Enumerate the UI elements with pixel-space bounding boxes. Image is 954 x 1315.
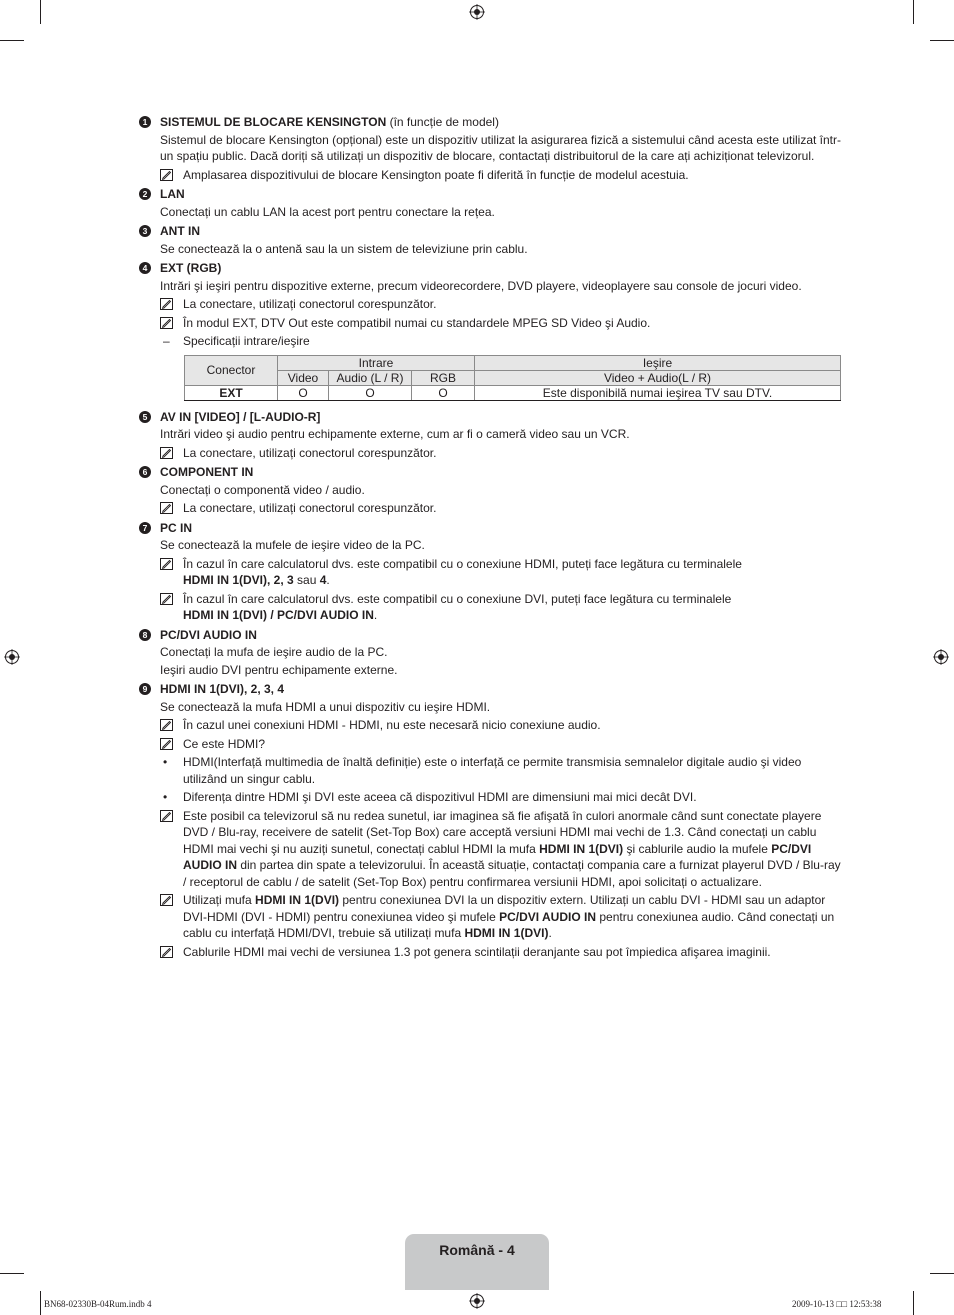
table-header-cell: Ieşire bbox=[475, 355, 841, 370]
bullet-text: Diferența dintre HDMI şi DVI este aceea că dispozitivul HDMI are dimensiuni mai mici decât DVI. bbox=[183, 790, 697, 804]
dash-marker: – bbox=[163, 334, 170, 348]
section-title: SISTEMUL DE BLOCARE KENSINGTON bbox=[160, 115, 387, 129]
note-text: Cablurile HDMI mai vechi de versiunea 1.3 pot genera scintilații deranjante sau pot împiedica afişarea imaginii. bbox=[183, 944, 771, 959]
section-heading bbox=[139, 186, 841, 203]
note-text: În cazul unei conexiuni HDMI - HDMI, nu este necesară nicio conexiune audio. bbox=[183, 718, 601, 732]
section-heading bbox=[139, 223, 841, 240]
table-cell: O bbox=[278, 385, 329, 400]
crop-mark bbox=[0, 1273, 24, 1274]
note-icon bbox=[160, 169, 173, 181]
note-text: La conectare, utilizați conectorul corespunzător. bbox=[183, 445, 437, 460]
section-kensington bbox=[139, 114, 841, 183]
crop-mark bbox=[40, 0, 41, 24]
bullet-marker: • bbox=[163, 755, 168, 769]
crop-mark bbox=[930, 1273, 954, 1274]
note bbox=[139, 591, 841, 624]
table-cell: O bbox=[412, 385, 475, 400]
note-text: pentru conexiunea DVI la un dispozitiv extern. Utilizați un cablu DVI - HDMI sau un adaptor DVI-HDMI (DVI - HDMI) pentru conexiunea video şi mufele bbox=[183, 893, 826, 924]
registration-mark-icon bbox=[469, 1293, 485, 1309]
section-title: EXT (RGB) bbox=[160, 261, 222, 275]
section-pc-dvi-audio-in bbox=[139, 627, 841, 679]
bullet-text: HDMI(Interfață multimedia de înaltă definiție) este o interfață ce permite transmisia semnalelor digitale audio şi video utilizând un singur cablu. bbox=[183, 755, 802, 786]
section-text: Se conectează la o antenă sau la un sistem de televiziune prin cablu. bbox=[160, 241, 528, 256]
note-text: În modul EXT, DTV Out este compatibil numai cu standardele MPEG SD Video şi Audio. bbox=[183, 315, 651, 330]
note-text: . bbox=[548, 926, 552, 940]
note-icon bbox=[160, 298, 173, 310]
number-badge: 5 bbox=[139, 411, 151, 423]
manual-content bbox=[139, 111, 841, 960]
dash-item bbox=[139, 333, 841, 350]
table-subheader-row bbox=[185, 370, 841, 385]
page-number-tab bbox=[405, 1234, 549, 1290]
note-text: Amplasarea dispozitivului de blocare Kensington poate fi diferită în funcție de modelul acestuia. bbox=[183, 167, 689, 182]
note-bold: PC/DVI AUDIO IN bbox=[183, 841, 812, 872]
section-text: Conectați o componentă video / audio. bbox=[160, 482, 365, 497]
note-icon bbox=[160, 719, 173, 731]
note bbox=[139, 808, 841, 891]
number-badge: 1 bbox=[139, 116, 151, 128]
section-text: Conectați la mufa de ieşire audio de la PC. bbox=[160, 645, 388, 659]
section-text: Ieşiri audio DVI pentru echipamente externe. bbox=[160, 662, 398, 677]
note-text: şi cablurile audio la mufele bbox=[623, 841, 772, 856]
section-heading bbox=[139, 681, 841, 698]
note-icon bbox=[160, 894, 173, 906]
note bbox=[139, 167, 841, 184]
table-header-cell: Intrare bbox=[278, 355, 475, 370]
section-text: Se conectează la mufa HDMI a unui dispozitiv cu ieşire HDMI. bbox=[160, 699, 491, 714]
number-badge: 4 bbox=[139, 262, 151, 274]
registration-mark-icon bbox=[469, 4, 485, 20]
number-badge: 3 bbox=[139, 225, 151, 237]
note-bold: 4 bbox=[319, 573, 327, 587]
registration-mark-icon bbox=[933, 649, 949, 665]
section-pc-in bbox=[139, 520, 841, 624]
note-text: . bbox=[373, 608, 378, 622]
note-icon bbox=[160, 738, 173, 750]
page-number: Română - 4 bbox=[439, 1242, 515, 1258]
section-lan bbox=[139, 186, 841, 220]
section-title: COMPONENT IN bbox=[160, 465, 254, 479]
section-text: Sistemul de blocare Kensington (opțional) este un dispozitiv utilizat la asigurarea fizică a sistemului când acesta este utilizat într-un spațiu public. Dacă doriți să utilizați un dispozitiv de blocare, contactați distribuitorul de la care ați achiziționat televizorul. bbox=[160, 132, 842, 163]
number-badge: 2 bbox=[139, 188, 151, 200]
note-text: În cazul în care calculatorul dvs. este compatibil cu o conexiune DVI, puteți face legătura cu terminalele bbox=[183, 591, 732, 606]
note-text: Este posibil ca televizorul să nu redea sunetul, iar imaginea să fie afişată în culori anormale când sunt conectate playere DVD / Blu-ray, receivere de satelit (Set-Top Box) care acceptă versiuni HDMI mai vechi de 1.3. Când conectați un cablu HDMI mai vechi şi nu auziți sunetul, conectați cablul HDMI la mufa bbox=[183, 808, 822, 856]
section-hdmi-in bbox=[139, 681, 841, 960]
number-badge: 7 bbox=[139, 522, 151, 534]
table-header-cell: Video + Audio(L / R) bbox=[475, 370, 841, 385]
note bbox=[139, 556, 841, 589]
number-badge: 8 bbox=[139, 629, 151, 641]
number-badge: 9 bbox=[139, 683, 151, 695]
crop-mark bbox=[930, 40, 954, 41]
note bbox=[139, 892, 841, 942]
note-icon bbox=[160, 317, 173, 329]
io-spec-table bbox=[184, 355, 841, 401]
section-component-in bbox=[139, 464, 841, 517]
note-icon bbox=[160, 502, 173, 514]
note-text: În cazul în care calculatorul dvs. este compatibil cu o conexiune HDMI, puteți face legătura cu terminalele bbox=[183, 556, 742, 571]
note-icon bbox=[160, 946, 173, 958]
note-icon bbox=[160, 593, 173, 605]
note-icon bbox=[160, 447, 173, 459]
note-bold: HDMI IN 1(DVI), 2, 3 bbox=[183, 573, 294, 587]
section-ant-in bbox=[139, 223, 841, 257]
note-text: sau bbox=[293, 573, 320, 587]
note bbox=[139, 736, 841, 753]
note-text: La conectare, utilizați conectorul corespunzător. bbox=[183, 297, 437, 311]
section-title-suffix: (în funcție de model) bbox=[386, 115, 499, 129]
note-bold: HDMI IN 1(DVI) bbox=[464, 926, 549, 940]
crop-mark bbox=[40, 1291, 41, 1315]
section-text: Intrări şi ieşiri pentru dispozitive externe, precum videorecordere, DVD playere, videoplayere sau console de jocuri video. bbox=[160, 278, 802, 293]
section-ext-rgb bbox=[139, 260, 841, 401]
registration-mark-icon bbox=[4, 649, 20, 665]
bullet-marker: • bbox=[163, 790, 168, 804]
section-text: Se conectează la mufele de ieşire video de la PC. bbox=[160, 538, 425, 552]
note bbox=[139, 445, 841, 462]
table-header-cell: RGB bbox=[412, 370, 475, 385]
note-bold: HDMI IN 1(DVI) / PC/DVI AUDIO IN bbox=[183, 608, 374, 622]
section-heading bbox=[139, 260, 841, 277]
section-heading bbox=[139, 520, 841, 537]
note bbox=[139, 296, 841, 313]
number-badge: 6 bbox=[139, 466, 151, 478]
note bbox=[139, 944, 841, 961]
section-title: PC/DVI AUDIO IN bbox=[160, 627, 257, 642]
section-heading bbox=[139, 114, 841, 131]
note-text: pentru conexiunea audio. Când conectați un cablu cu interfață HDMI/DVI, trebuie să utilizați mufa bbox=[183, 909, 835, 940]
section-title: ANT IN bbox=[160, 224, 200, 238]
note bbox=[139, 500, 841, 517]
note bbox=[139, 315, 841, 332]
section-av-in bbox=[139, 409, 841, 462]
section-title: LAN bbox=[160, 187, 185, 201]
table-row bbox=[185, 385, 841, 400]
note-bold: HDMI IN 1(DVI) bbox=[255, 893, 340, 907]
crop-mark bbox=[913, 0, 914, 24]
crop-mark bbox=[913, 1291, 914, 1315]
table-header-row bbox=[185, 355, 841, 370]
table-cell: O bbox=[329, 385, 412, 400]
crop-mark bbox=[0, 40, 24, 41]
note-text: La conectare, utilizați conectorul corespunzător. bbox=[183, 501, 437, 515]
note-text: Utilizați mufa bbox=[183, 893, 256, 907]
section-title: AV IN [VIDEO] / [L-AUDIO-R] bbox=[160, 409, 321, 424]
print-file-name: BN68-02330B-04Rum.indb 4 bbox=[44, 1299, 152, 1309]
note-bold: HDMI IN 1(DVI) bbox=[539, 841, 624, 856]
section-text: Conectați un cablu LAN la acest port pentru conectare la rețea. bbox=[160, 204, 495, 219]
bullet-item bbox=[139, 789, 841, 806]
note bbox=[139, 717, 841, 734]
table-cell: EXT bbox=[185, 385, 278, 400]
bullet-item bbox=[139, 754, 841, 787]
section-heading bbox=[139, 464, 841, 481]
table-header-cell: Conector bbox=[185, 355, 278, 385]
section-heading bbox=[139, 627, 841, 644]
note-text: Ce este HDMI? bbox=[183, 736, 266, 751]
section-heading bbox=[139, 409, 841, 426]
section-title: HDMI IN 1(DVI), 2, 3, 4 bbox=[160, 682, 285, 696]
dash-text: Specificații intrare/ieşire bbox=[183, 334, 310, 348]
note-text: din partea din spate a televizorului. În această situație, contactați compania care a furnizat playerul DVD / Blu-ray / receptorul de cablu / de satelit (Set-Top Box) pentru confirmarea versiunii HDMI, apoi solicitați o actualizare. bbox=[183, 858, 841, 889]
table-header-cell: Video bbox=[278, 370, 329, 385]
section-title: PC IN bbox=[160, 520, 193, 535]
note-icon bbox=[160, 558, 173, 570]
print-timestamp: 2009-10-13 □□ 12:53:38 bbox=[792, 1299, 882, 1309]
note-text: . bbox=[326, 573, 330, 587]
table-cell: Este disponibilă numai ieşirea TV sau DTV. bbox=[475, 385, 841, 400]
note-bold: PC/DVI AUDIO IN bbox=[499, 909, 597, 924]
table-header-cell: Audio (L / R) bbox=[329, 370, 412, 385]
note-icon bbox=[160, 810, 173, 822]
section-text: Intrări video şi audio pentru echipamente externe, cum ar fi o cameră video sau un VCR. bbox=[160, 427, 630, 441]
